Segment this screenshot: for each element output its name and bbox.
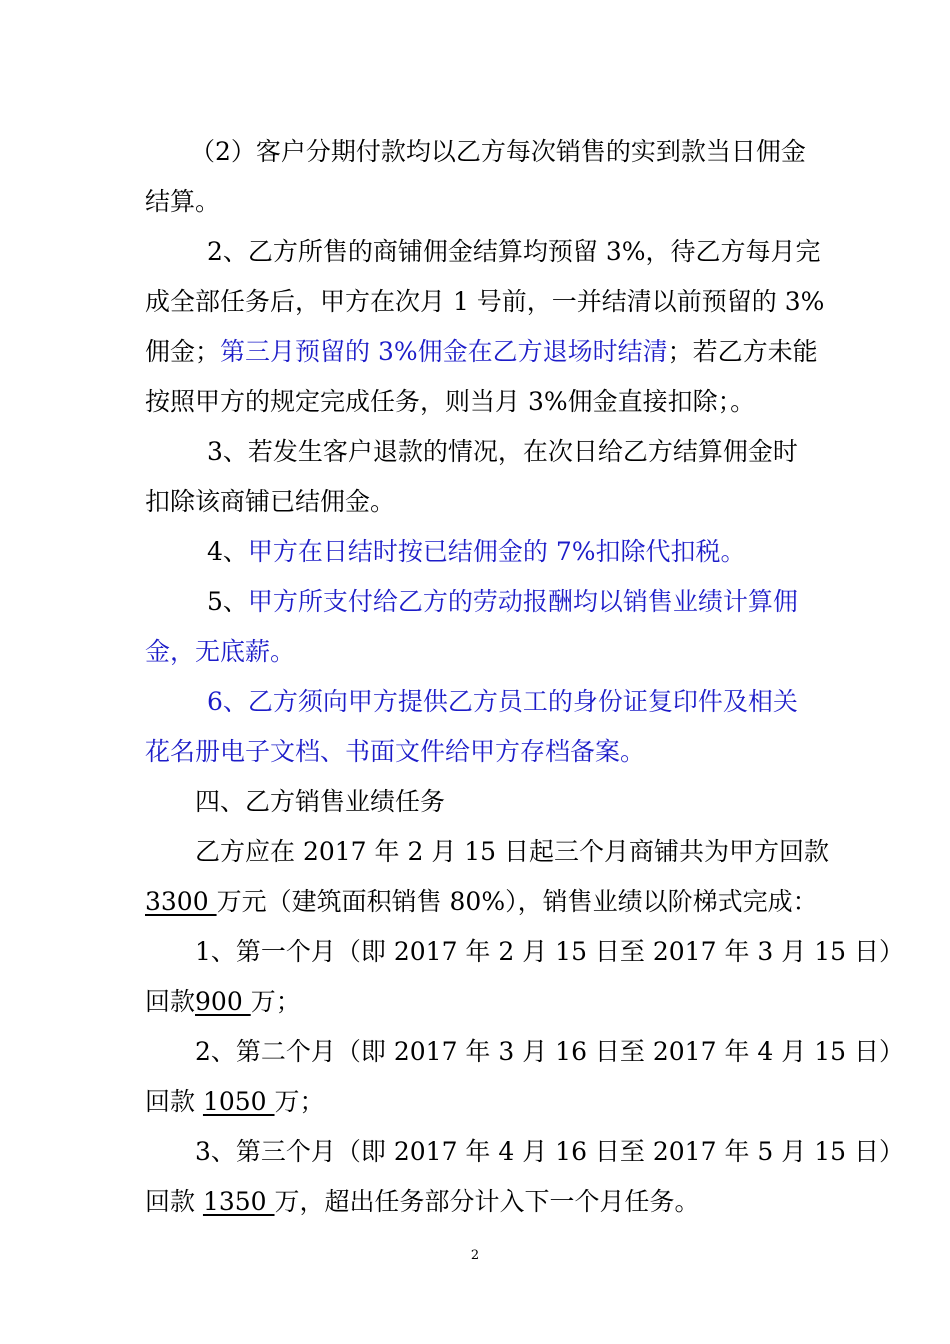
clause-2-2-text: （2）客户分期付款均以乙方每次销售的实到款当日佣金: [190, 137, 806, 166]
clause-6-highlight: 6、乙方须向甲方提供乙方员工的身份证复印件及相关: [207, 687, 798, 716]
month-3-line-2: [0, 1177, 950, 1227]
clause-2-text-post: ；若乙方未能: [667, 337, 818, 366]
clause-6-highlight-cont: 花名册电子文档、书面文件给甲方存档备案。: [145, 737, 646, 766]
clause-2-text: 2、乙方所售的商铺佣金结算均预留 3%，待乙方每月完: [207, 237, 821, 266]
total-amount: 3300: [145, 887, 217, 916]
clause-2-line-4: [0, 377, 950, 427]
section-4-intro-line-2: [0, 877, 950, 927]
clause-4-highlight: 甲方在日结时按已结佣金的 7%扣除代扣税。: [247, 537, 746, 566]
month-2-period: 2、第二个月（即 2017 年 3 月 16 日至 2017 年 4 月 15 日）: [195, 1037, 904, 1066]
month-1-period: 1、第一个月（即 2017 年 2 月 15 日至 2017 年 3 月 15 日）: [195, 937, 904, 966]
month-2-label: 回款: [145, 1087, 203, 1116]
clause-5-line-1: [0, 577, 950, 627]
clause-2-2-text-cont: 结算。: [145, 187, 221, 216]
section-4-title: 四、乙方销售业绩任务: [195, 787, 446, 816]
month-2-line-2: [0, 1077, 950, 1127]
month-1-amount: 900: [195, 987, 251, 1016]
clause-5-highlight: 甲方所支付给乙方的劳动报酬均以销售业绩计算佣: [247, 587, 798, 616]
month-1-line-1: [0, 927, 950, 977]
clause-2-2-line-1: [0, 127, 950, 177]
month-2-amount: 1050: [202, 1087, 275, 1116]
clause-3-line-2: [0, 477, 950, 527]
page-number: 2: [470, 1248, 480, 1263]
clause-6-line-1: [0, 677, 950, 727]
month-1-line-2: [0, 977, 950, 1027]
clause-2-text-pre: 佣金；: [145, 337, 221, 366]
clause-2-highlight: 第三月预留的 3%佣金在乙方退场时结清: [220, 337, 668, 366]
clause-5-line-2: [0, 627, 950, 677]
month-3-unit: 万，超出任务部分计入下一个月任务。: [274, 1187, 700, 1216]
section-4-intro-text-cont: 万元（建筑面积销售 80%），销售业绩以阶梯式完成：: [216, 887, 818, 916]
month-2-unit: 万；: [274, 1087, 325, 1116]
month-3-label: 回款: [145, 1187, 203, 1216]
month-3-amount: 1350: [202, 1187, 275, 1216]
month-1-label: 回款: [145, 987, 196, 1016]
clause-2-line-2: [0, 277, 950, 327]
clause-5-highlight-cont: 金，无底薪。: [145, 637, 296, 666]
month-3-line-1: [0, 1127, 950, 1177]
clause-2-text-cont: 成全部任务后，甲方在次月 1 号前，一并结清以前预留的 3%: [145, 287, 825, 316]
month-3-period: 3、第三个月（即 2017 年 4 月 16 日至 2017 年 5 月 15 日）: [195, 1137, 904, 1166]
clause-4-number: 4、: [207, 537, 248, 566]
section-4-intro-line-1: [0, 827, 950, 877]
section-4-intro-text: 乙方应在 2017 年 2 月 15 日起三个月商铺共为甲方回款: [195, 837, 830, 866]
clause-3-line-1: [0, 427, 950, 477]
clause-6-line-2: [0, 727, 950, 777]
clause-4-line-1: [0, 527, 950, 577]
month-2-line-1: [0, 1027, 950, 1077]
clause-2-2-line-2: [0, 177, 950, 227]
clause-3-text: 3、若发生客户退款的情况，在次日给乙方结算佣金时: [207, 437, 798, 466]
clause-2-line-3: [0, 327, 950, 377]
clause-2-line-1: [0, 227, 950, 277]
clause-5-number: 5、: [207, 587, 248, 616]
section-4-heading: [0, 777, 950, 827]
clause-2-text-end: 按照甲方的规定完成任务，则当月 3%佣金直接扣除；。: [145, 387, 756, 416]
clause-3-text-cont: 扣除该商铺已结佣金。: [145, 487, 396, 516]
month-1-unit: 万；: [250, 987, 301, 1016]
